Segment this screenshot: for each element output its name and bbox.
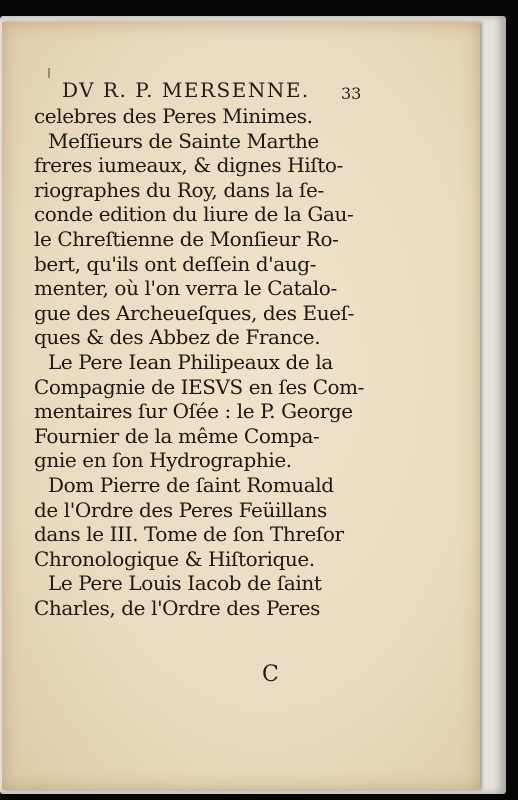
text-line: conde edition du liure de la Gau- (34, 202, 354, 227)
text-line: gue des Archeueſques, des Eueſ- (34, 300, 355, 325)
margin-mark (48, 68, 50, 78)
text-line: Compagnie de IESVS en ſes Com- (34, 374, 365, 399)
text-line: bert, qu'ils ont deſſein d'aug- (34, 251, 317, 276)
text-line: de l'Ordre des Peres Feüillans (34, 497, 327, 522)
text-line: Chronologique & Hiſtorique. (34, 546, 315, 571)
text-line: celebres des Peres Minimes. (34, 104, 313, 128)
body-text (34, 104, 364, 620)
text-line: dans le III. Tome de ſon Threſor (34, 522, 344, 547)
text-line: Fournier de la même Compa- (34, 423, 320, 448)
text-line: menter, où l'on verra le Catalo- (34, 276, 337, 301)
text-line: freres iumeaux, & dignes Hiſto- (34, 153, 343, 178)
text-line: ques & des Abbez de France. (34, 325, 321, 350)
text-line: le Chreſtienne de Monſieur Ro- (34, 226, 339, 251)
signature-mark: C (262, 662, 279, 687)
text-line: Le Pere Louis Iacob de ſaint (48, 571, 322, 596)
text-line: Dom Pierre de ſaint Romuald (48, 472, 334, 497)
text-line: riographes du Roy, dans la ſe- (34, 177, 324, 202)
text-line: Charles, de l'Ordre des Peres (34, 595, 320, 620)
text-line: mentaires ſur Oſée : le P. George (34, 399, 353, 424)
running-title: DV R. P. MERSENNE. (62, 78, 310, 102)
page-number: 33 (341, 84, 362, 103)
text-line: Le Pere Iean Philipeaux de la (48, 349, 333, 374)
text-line: gnie en ſon Hydrographie. (34, 448, 292, 473)
text-line: Meſſieurs de Sainte Marthe (48, 128, 319, 153)
